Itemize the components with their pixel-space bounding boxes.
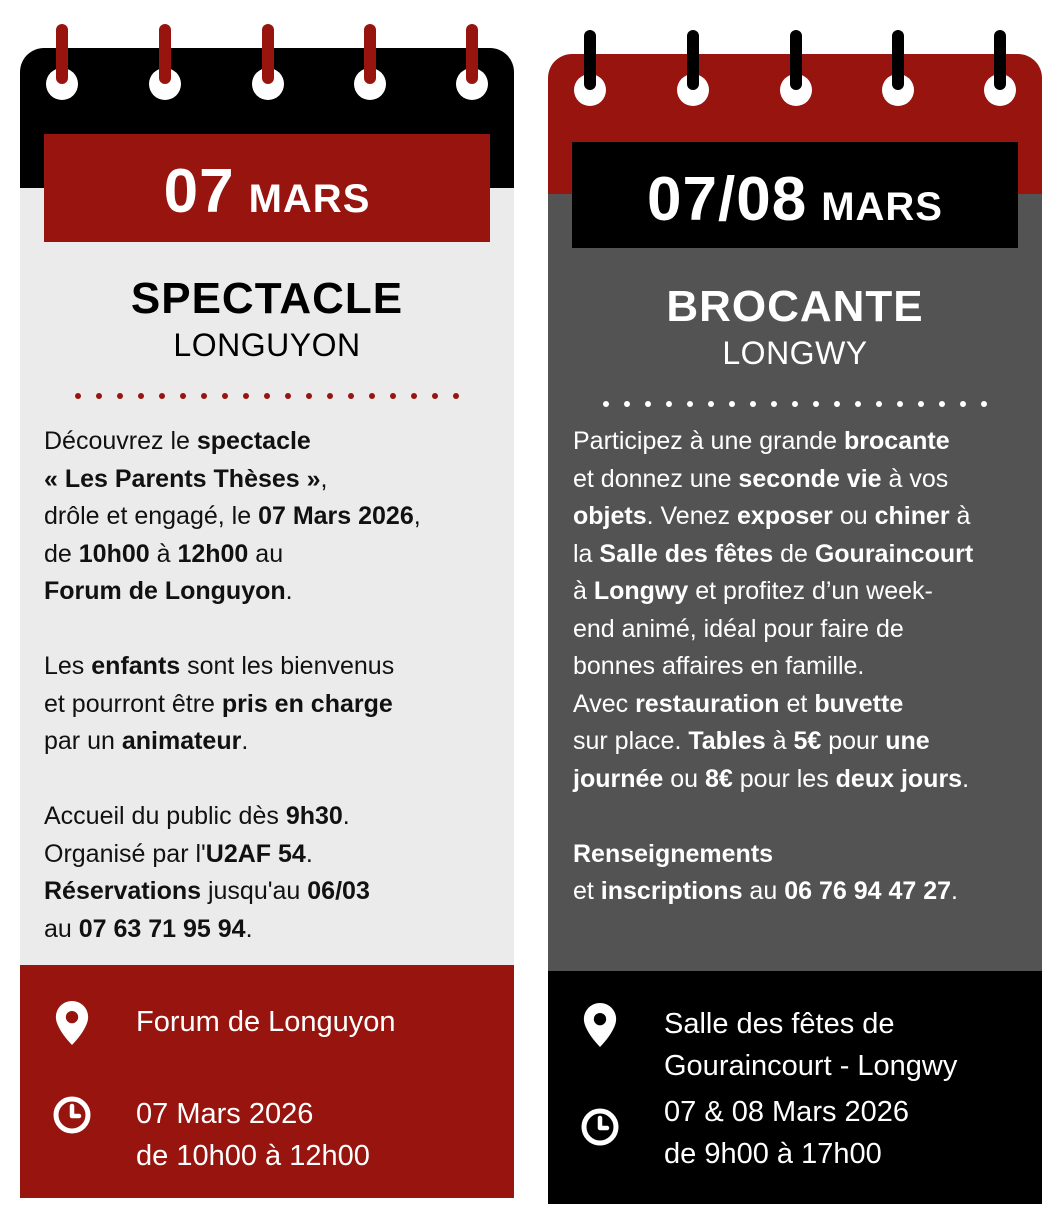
date-month: MARS xyxy=(821,185,943,229)
description-paragraph: Découvrez le spectacle « Les Parents Thèses », drôle et engagé, le 07 Mars 2026, de 10h00 à 12h00 au Forum de Longuyon. xyxy=(44,427,421,605)
event-city: LONGUYON xyxy=(173,327,361,363)
hours-text: de 9h00 à 17h00 xyxy=(664,1138,882,1170)
dotted-divider xyxy=(603,401,987,409)
location-row xyxy=(580,1003,957,1087)
description-paragraph: Renseignements et inscriptions au 06 76 94 47 27. xyxy=(573,839,958,905)
clock-icon xyxy=(580,1105,620,1149)
event-info-footer xyxy=(548,971,1042,1204)
event-city: LONGWY xyxy=(722,335,868,371)
description-paragraph: Participez à une grande brocante et donnez une seconde vie à vos objets. Venez exposer ou chiner à la Salle des fêtes de Gouraincourt à Longwy et profitez d’un week- end animé, idéal pour faire de bonnes affaires en famille. Avec restauration et buvette sur place. Tables à 5€ pour une journée ou 8€ pour les deux jours. xyxy=(573,427,974,793)
event-description xyxy=(44,423,504,948)
date-month: MARS xyxy=(248,177,371,221)
date-number: 07/08 xyxy=(647,165,808,234)
description-paragraph: Accueil du public dès 9h30. Organisé par l'U2AF 54. Réservations jusqu'au 06/03 au 07 63 71 95 94. xyxy=(44,802,370,943)
event-card-spectacle xyxy=(20,24,514,1198)
event-title: BROCANTE xyxy=(666,282,924,331)
hours-text: de 10h00 à 12h00 xyxy=(136,1140,370,1172)
calendar-rings xyxy=(548,30,1042,140)
location-row xyxy=(52,1001,396,1045)
date-text: 07 Mars 2026 xyxy=(136,1098,314,1130)
date-banner xyxy=(572,142,1018,248)
event-info-footer xyxy=(20,965,514,1198)
time-row xyxy=(580,1091,909,1175)
description-paragraph: Les enfants sont les bienvenus et pourront être pris en charge par un animateur. xyxy=(44,652,395,755)
location-pin-icon xyxy=(52,1001,92,1045)
calendar-rings xyxy=(20,24,514,134)
clock-icon xyxy=(52,1093,92,1137)
date-banner xyxy=(44,134,490,242)
location-text: Gouraincourt - Longwy xyxy=(664,1050,958,1082)
dotted-divider xyxy=(75,393,459,401)
date-text: 07 & 08 Mars 2026 xyxy=(664,1096,910,1128)
event-title: SPECTACLE xyxy=(130,274,404,323)
time-row xyxy=(52,1093,370,1177)
location-text: Forum de Longuyon xyxy=(136,1006,396,1038)
location-text: Salle des fêtes de xyxy=(664,1008,895,1040)
event-card-brocante xyxy=(548,30,1042,1204)
date-number: 07 xyxy=(163,157,235,226)
event-description xyxy=(573,423,1037,911)
location-pin-icon xyxy=(580,1003,620,1047)
